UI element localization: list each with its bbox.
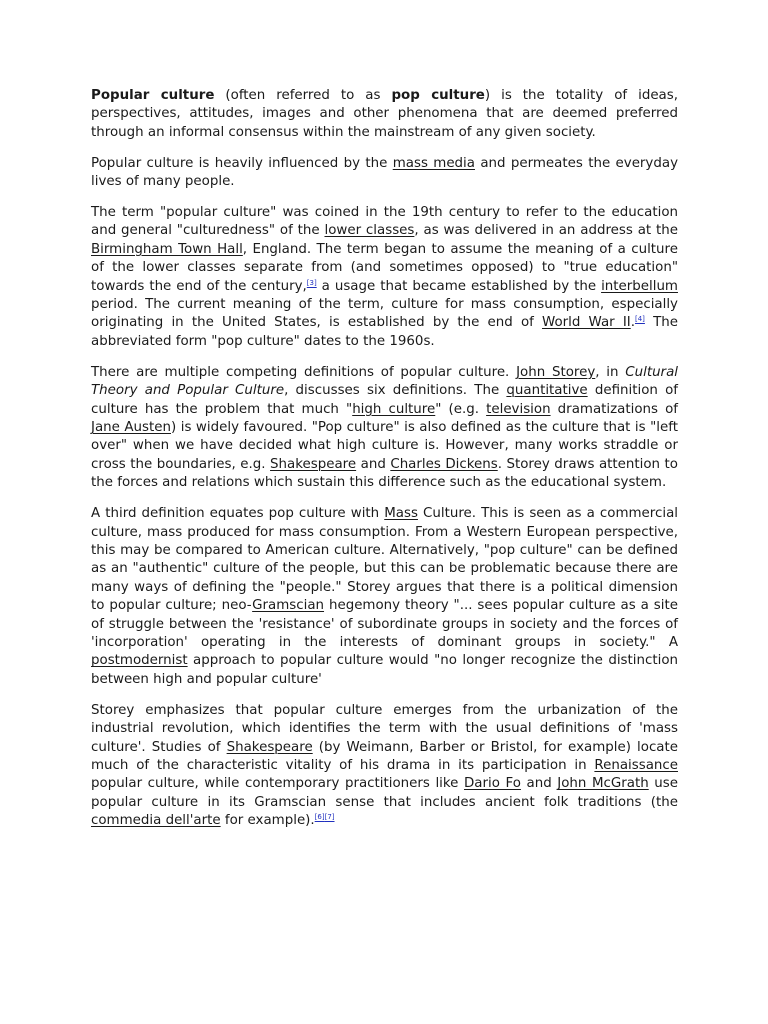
text: Popular culture is heavily influenced by the — [91, 155, 393, 171]
citation-6[interactable] — [315, 813, 325, 821]
paragraph-intro — [91, 87, 678, 142]
link-mass-media[interactable]: mass media — [392, 155, 475, 171]
text: Culture. This is seen as a commercial culture, mass produced for mass consumption. From a Western European perspective, this may be compared to American culture. Alternatively, "pop culture" can be defined as an "authentic" culture of the people, but this can be problematic because there are many ways of defining the "people." Storey argues that there is a political dimension to popular culture; neo- — [91, 506, 678, 614]
text: and permeates the everyday lives of many people. — [91, 155, 678, 190]
text: The abbreviated form "pop culture" dates to the 1960s. — [91, 315, 678, 349]
link-interbellum[interactable]: interbellum — [601, 278, 678, 294]
link-shakespeare[interactable]: Shakespeare — [270, 456, 357, 472]
link-renaissance[interactable]: Renaissance — [594, 757, 678, 773]
link-gramscian[interactable]: Gramscian — [252, 598, 325, 614]
link-birmingham-town-hall[interactable]: Birmingham Town Hall — [91, 241, 243, 257]
document-page — [91, 87, 678, 843]
link-jane-austen[interactable]: Jane Austen — [91, 420, 171, 435]
link-john-mcgrath[interactable]: John McGrath — [557, 776, 649, 792]
term-popular-culture: Popular culture — [91, 88, 215, 103]
citation-label[interactable]: [6] — [314, 813, 325, 822]
paragraph-term-history — [91, 204, 678, 351]
text: period. The current meaning of the term, culture for mass consumption, especially originating in the United States, is established by the end of — [91, 297, 678, 331]
link-high-culture[interactable]: high culture — [352, 401, 436, 417]
link-mass[interactable]: Mass — [384, 506, 418, 522]
citation-3[interactable] — [307, 279, 317, 287]
text: , in — [595, 364, 626, 380]
text: , discusses six definitions. The — [284, 383, 507, 399]
text: , England. The term began to assume the meaning of a culture of the lower classes separate from (and sometimes opposed) to "true education" towards the end of the century, — [91, 241, 678, 294]
paragraph-mass-culture — [91, 505, 678, 689]
book-title: Cultural Theory and Popular Culture — [91, 364, 678, 399]
paragraph-definitions — [91, 364, 678, 493]
paragraph-mass-media — [91, 155, 678, 192]
link-commedia-dellarte[interactable]: commedia dell'arte — [91, 813, 221, 829]
text: and — [520, 776, 558, 792]
text: , as was delivered in an address at the — [414, 223, 678, 239]
link-dario-fo[interactable]: Dario Fo — [463, 776, 521, 792]
text: There are multiple competing definitions of popular culture. — [91, 364, 517, 380]
text: Storey emphasizes that popular culture emerges from the urbanization of the industrial revolution, which identifies the term with the usual definitions of 'mass culture'. Studies of — [91, 702, 678, 755]
text: . Storey draws attention to the forces and relations which sustain this difference such as the educational system. — [91, 456, 678, 491]
term-pop-culture: pop culture — [391, 88, 485, 103]
citation-label[interactable]: [4] — [634, 315, 645, 324]
link-shakespeare-2[interactable]: Shakespeare — [226, 739, 313, 755]
text: for example). — [220, 813, 315, 829]
text: (by Weimann, Barber or Bristol, for example) locate much of the characteristic vitality of his drama in its participation in — [91, 739, 679, 773]
link-postmodernist[interactable]: postmodernist — [91, 653, 188, 669]
link-television[interactable]: television — [486, 401, 551, 417]
text: approach to popular culture would "no longer recognize the distinction between high and popular culture' — [91, 653, 678, 687]
paragraph-urbanization — [91, 702, 678, 831]
text: ) is widely favoured. "Pop culture" is also defined as the culture that is "left over" when we have decided what high culture is. However, many works straddle or cross the boundaries, e.g. — [91, 420, 678, 472]
citation-label[interactable]: [7] — [324, 813, 335, 822]
text: hegemony theory "... sees popular culture as a site of struggle between the 'resistance' of subordinate groups in society and the forces of 'incorporation' operating in the interests of dominant groups in society." A — [91, 598, 678, 650]
citation-label[interactable]: [3] — [306, 278, 317, 287]
link-quantitative[interactable]: quantitative — [506, 383, 588, 399]
text: use popular culture in its Gramscian sense that includes ancient folk traditions (the — [91, 776, 678, 810]
link-john-storey[interactable]: John Storey — [516, 364, 596, 380]
text: dramatizations of — [550, 401, 678, 417]
text: (often referred to as — [214, 88, 392, 103]
citation-4[interactable] — [635, 315, 645, 323]
link-world-war-ii[interactable]: World War II — [542, 315, 631, 331]
text: ) is the totality of ideas, perspectives, attitudes, images and other phenomena that are deemed preferred through an informal consensus within the mainstream of any given society. — [91, 88, 678, 140]
text: popular culture, while contemporary practitioners like — [91, 776, 464, 792]
text: a usage that became established by the — [316, 278, 602, 294]
link-lower-classes[interactable]: lower classes — [324, 223, 415, 239]
text: A third definition equates pop culture with — [91, 506, 385, 522]
link-charles-dickens[interactable]: Charles Dickens — [390, 456, 498, 472]
text: definition of culture has the problem that much " — [91, 383, 678, 417]
text: The term "popular culture" was coined in the 19th century to refer to the education and general "culturedness" of the — [91, 205, 678, 239]
text: . — [630, 315, 635, 331]
citation-7[interactable] — [325, 813, 335, 821]
text: and — [356, 456, 391, 472]
text: " (e.g. — [435, 401, 487, 417]
